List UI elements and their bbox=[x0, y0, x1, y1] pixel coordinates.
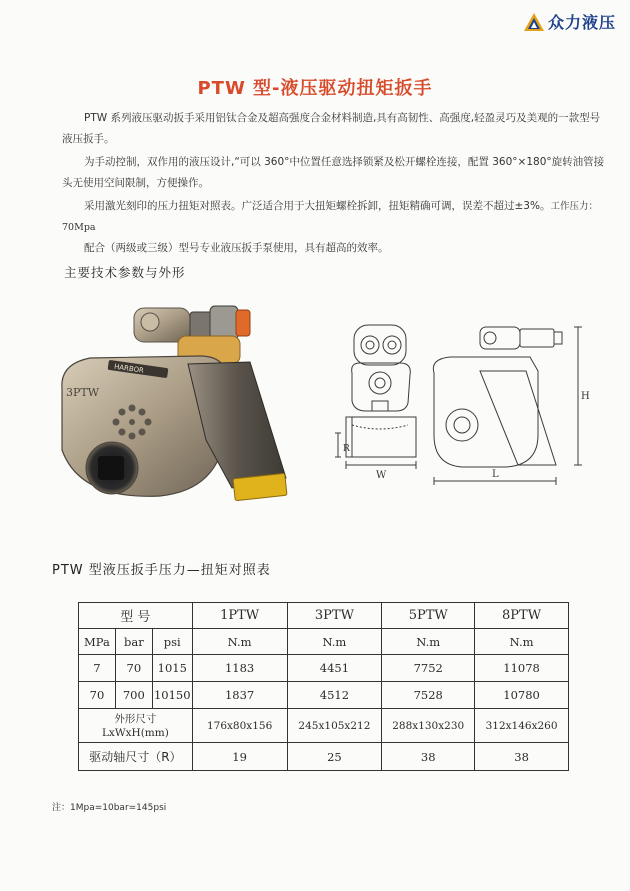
table-row bbox=[79, 655, 569, 682]
drive-label: 驱动轴尺寸（R） bbox=[79, 743, 193, 771]
brand-logo bbox=[523, 10, 616, 33]
cell-psi: 1015 bbox=[152, 655, 192, 682]
unit-psi: psi bbox=[152, 629, 192, 655]
model-1ptw: 1PTW bbox=[192, 603, 287, 629]
technical-drawing bbox=[330, 315, 590, 490]
model-8ptw: 8PTW bbox=[475, 603, 569, 629]
cell-psi: 10150 bbox=[152, 682, 192, 709]
cell-drive: 19 bbox=[192, 743, 287, 771]
torque-unit: N.m bbox=[287, 629, 382, 655]
dim-label-h: H bbox=[581, 391, 590, 402]
cell-dimension: 245x105x212 bbox=[287, 709, 382, 743]
cell-bar: 700 bbox=[115, 682, 152, 709]
photo-brand-label: HARBOR bbox=[113, 362, 145, 375]
dimension-sublabel: LxWxH(mm) bbox=[101, 726, 169, 739]
intro-paragraph-1: PTW 系列液压驱动扳手采用铝钛合金及超高强度合金材料制造,具有高韧性、高强度,轻盈灵巧及美观的一款型号液压扳手。 bbox=[62, 112, 601, 145]
cell-drive: 38 bbox=[382, 743, 475, 771]
dimension-label: 外形尺寸 bbox=[114, 712, 157, 725]
cell-torque: 1837 bbox=[192, 682, 287, 709]
torque-unit: N.m bbox=[192, 629, 287, 655]
cell-dimension: 312x146x260 bbox=[475, 709, 569, 743]
cell-dimension: 176x80x156 bbox=[192, 709, 287, 743]
page-title: PTW 型-液压驱动扭矩扳手 bbox=[197, 78, 433, 99]
side-view bbox=[433, 327, 582, 485]
dimension-label-cell bbox=[79, 709, 193, 743]
dim-label-w: W bbox=[376, 470, 387, 481]
cell-torque: 4512 bbox=[287, 682, 382, 709]
table-drive-row bbox=[79, 743, 569, 771]
dim-label-r: R bbox=[343, 444, 350, 454]
torque-unit: N.m bbox=[382, 629, 475, 655]
product-photo bbox=[50, 300, 290, 510]
cell-drive: 25 bbox=[287, 743, 382, 771]
triangle-logo-icon bbox=[523, 12, 545, 32]
section-heading-specs: 主要技术参数与外形 bbox=[64, 265, 186, 280]
photo-model-label: 3PTW bbox=[66, 386, 100, 399]
intro-paragraph-2: 为手动控制，双作用的液压设计,“可以 360°中位置任意选择锁紧及松开螺栓连接，配置 360°×180°旋转油管接头无使用空间限制，方便操作。 bbox=[62, 156, 605, 189]
cell-torque: 1183 bbox=[192, 655, 287, 682]
section-heading-table: PTW 型液压扳手压力—扭矩对照表 bbox=[52, 563, 271, 578]
footnote: 注：1Mpa=10bar=145psi bbox=[52, 803, 167, 813]
cell-dimension: 288x130x230 bbox=[382, 709, 475, 743]
cell-bar: 70 bbox=[115, 655, 152, 682]
table-unit-row bbox=[79, 629, 569, 655]
intro-paragraph-4: 配合（两级或三级）型号专业液压扳手泵使用，具有超高的效率。 bbox=[84, 242, 389, 254]
torque-unit: N.m bbox=[475, 629, 569, 655]
table-row bbox=[79, 682, 569, 709]
cell-drive: 38 bbox=[475, 743, 569, 771]
pressure-torque-table bbox=[78, 602, 569, 771]
cell-torque: 11078 bbox=[475, 655, 569, 682]
table-header-row bbox=[79, 603, 569, 629]
cell-torque: 7752 bbox=[382, 655, 475, 682]
unit-bar: bar bbox=[115, 629, 152, 655]
cell-mpa: 7 bbox=[79, 655, 116, 682]
unit-mpa: MPa bbox=[79, 629, 116, 655]
cell-torque: 10780 bbox=[475, 682, 569, 709]
model-3ptw: 3PTW bbox=[287, 603, 382, 629]
cell-torque: 4451 bbox=[287, 655, 382, 682]
cell-torque: 7528 bbox=[382, 682, 475, 709]
working-pressure: 工作压力：70Mpa bbox=[62, 201, 598, 233]
intro-paragraph-3 bbox=[62, 196, 607, 238]
brand-name: 众力液压 bbox=[547, 13, 616, 32]
cell-mpa: 70 bbox=[79, 682, 116, 709]
dim-label-l: L bbox=[492, 469, 499, 480]
table-dimension-row bbox=[79, 709, 569, 743]
model-label: 型 号 bbox=[79, 603, 193, 629]
intro-paragraph-3-text: 采用激光刻印的压力扭矩对照表。广泛适合用于大扭矩螺栓拆卸，扭矩精确可调，误差不超过±3%。 bbox=[84, 200, 551, 212]
model-5ptw: 5PTW bbox=[382, 603, 475, 629]
